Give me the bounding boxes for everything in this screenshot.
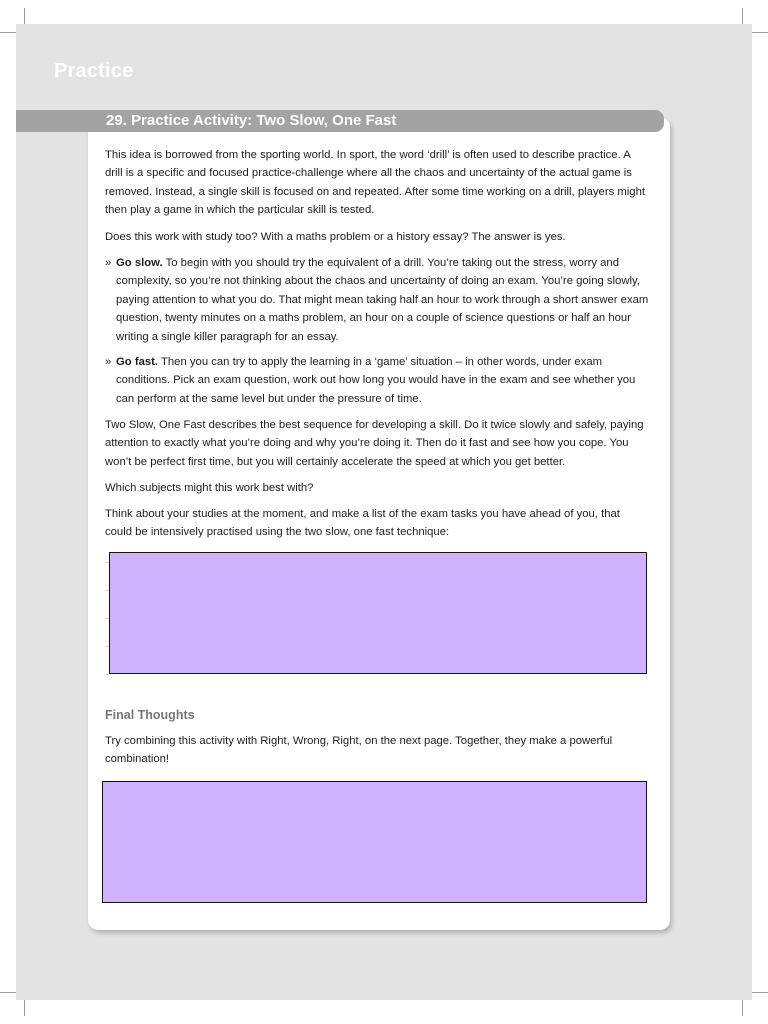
sequence-paragraph: [105, 416, 649, 471]
paragraph-subjects: Which subjects might this work best with?: [105, 482, 314, 494]
bullet-marker: »: [105, 257, 112, 269]
bullet-lead: Go slow.: [116, 257, 163, 269]
bullet-text: To begin with you should try the equivalent of a drill. You’re taking out the stress, worry and complexity, so you’re not thinking about the chaos and uncertainty of doing an exam. You’re going slowly, paying attention to what you do. That might mean taking half an hour to work through a short answer exam question, twenty minutes on a maths problem, an hour on a couple of science questions or half an hour writing a single killer paragraph for an essay.: [116, 257, 649, 343]
crop-mark: [24, 1000, 25, 1016]
crop-mark: [0, 992, 16, 993]
activity-title: 29. Practice Activity: Two Slow, One Fast: [106, 112, 397, 129]
crop-mark: [752, 32, 768, 33]
section-label: Practice: [54, 60, 134, 82]
final-thoughts-heading: Final Thoughts: [105, 708, 195, 722]
bullet-go-slow: [105, 254, 650, 346]
bullet-lead: Go fast.: [116, 356, 159, 368]
final-thoughts-answer-box[interactable]: [102, 781, 647, 903]
crop-mark: [742, 8, 743, 24]
paragraph-final: Try combining this activity with Right, Wrong, Right, on the next page. Together, they make a powerful combination!: [105, 735, 613, 766]
question-paragraph: [105, 228, 649, 246]
bullet-text: Then you can try to apply the learning in a ‘game’ situation – in other words, under exam conditions. Pick an exam question, work out how long you would have in the exam and see whether you can perform at the same level but under the pressure of time.: [116, 356, 636, 405]
instructions-paragraph: [105, 505, 649, 542]
bullet-marker: »: [105, 356, 112, 368]
crop-mark: [752, 992, 768, 993]
crop-mark: [24, 8, 25, 24]
bullet-go-fast: [105, 353, 650, 408]
paragraph-question: Does this work with study too? With a maths problem or a history essay? The answer is yes.: [105, 231, 566, 243]
paragraph-sequence: Two Slow, One Fast describes the best sequence for developing a skill. Do it twice slowly and safely, paying attention to exactly what you’re doing and why you’re doing it. Then do it fast and see how you cope. You won’t be perfect first time, but you will certainly accelerate the speed at which you get better.: [105, 419, 644, 468]
paragraph-drill: This idea is borrowed from the sporting world. In sport, the word ‘drill’ is often used to describe practice. A drill is a specific and focused practice-challenge where all the chaos and uncertainty of the actual game is removed. Instead, a single skill is focused on and repeated. After some time working on a drill, players might then play a game in which the particular skill is tested.: [105, 149, 646, 217]
crop-mark: [0, 32, 16, 33]
paragraph-instructions: Think about your studies at the moment, and make a list of the exam tasks you have ahead of you, that could be intensively practised using the two slow, one fast technique:: [105, 508, 620, 539]
crop-mark: [742, 1000, 743, 1016]
final-thoughts-text: [105, 732, 649, 769]
subjects-paragraph: [105, 479, 649, 497]
intro-paragraph: [105, 146, 649, 220]
exam-tasks-answer-box[interactable]: [109, 552, 647, 674]
